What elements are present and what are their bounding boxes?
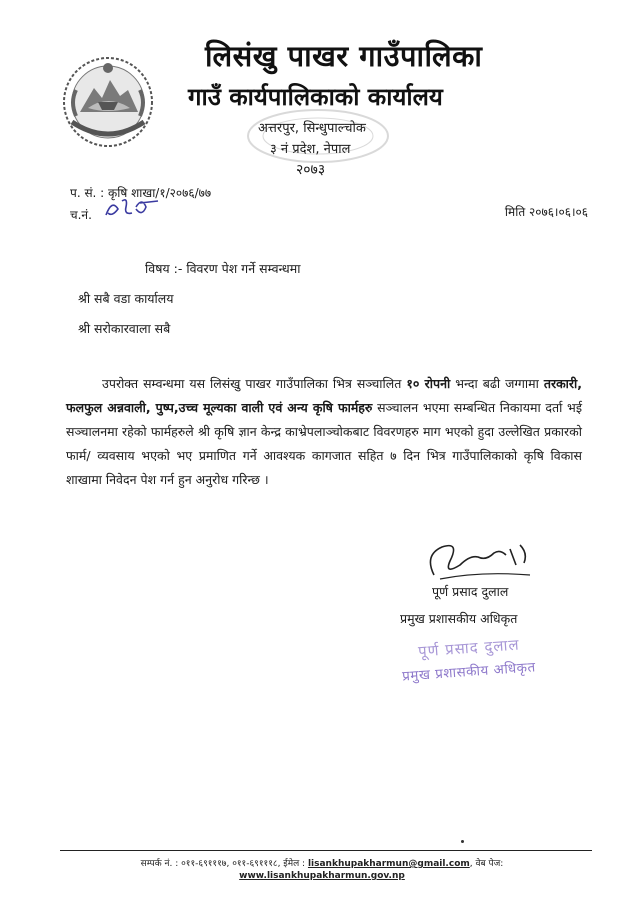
body-bold-crops: तरकारी, फलफुल अन्नवाली, पुष्प,उच्च मूल्यका वाली एवं अन्य कृषि फार्महरु: [66, 376, 583, 415]
body-part-2: भन्दा बढी जग्गामा: [450, 376, 544, 391]
nepal-emblem-icon: [58, 50, 158, 150]
letter-body: [66, 372, 582, 492]
letter-reference-number: प. सं. : कृषि शाखा/१/२०७६/७७: [70, 186, 212, 200]
address-line-1: अत्तरपुर, सिन्धुपाल्चोक: [258, 121, 366, 136]
letter-date: मिति २०७६।०६।०६: [504, 205, 588, 219]
body-bold-area: १० रोपनी: [406, 376, 451, 391]
signer-title: प्रमुख प्रशासकीय अधिकृत: [400, 611, 518, 626]
handwritten-dispatch-number: [102, 195, 162, 225]
faint-office-seal: [238, 106, 398, 166]
body-part-1: उपरोक्त सम्वन्धमा यस लिसंखु पाखर गाउँपालिका भित्र सञ्चालित: [102, 376, 407, 391]
address-line-2: ३ नं प्रदेश, नेपाल: [270, 142, 351, 157]
stamp-name: पूर्ण प्रसाद दुलाल: [417, 635, 521, 661]
letter-subject: विषय :- विवरण पेश गर्ने सम्वन्धमा: [145, 261, 301, 276]
footer-email-link[interactable]: lisankhupakharmun@gmail.com: [307, 859, 470, 869]
handwritten-number-icon: [102, 195, 162, 221]
dispatch-number: [70, 206, 92, 223]
recipient-stakeholders: श्री सरोकारवाला सबै: [78, 321, 171, 336]
body-part-3: सञ्चालन भएमा सम्बन्धित निकायमा दर्ता भई सञ्चालनमा रहेको फार्महरुले श्री कृषि ज्ञान केन्द्र काभ्रेपलाञ्चोकबाट विवरणहरु माग भएको हुदा उल्लेखित प्रकारको फार्म/ व्यवसाय भएको भए प्रमाणित गर्ने आवश्यक कागजात सहित ७ दिन भित्र गाउँपालिकाको कृषि विकास शाखामा निवेदन पेश गर्न हुन अनुरोध गरिन्छ ।: [66, 400, 582, 487]
footer-web-label: , वेब पेज:: [469, 859, 504, 869]
scan-dot: [461, 840, 464, 843]
stamp-title: प्रमुख प्रशासकीय अधिकृत: [401, 659, 537, 685]
office-name: गाउँ कार्यपालिकाको कार्यालय: [188, 83, 443, 111]
dispatch-label: च.नं.: [70, 208, 92, 222]
footer-phone: सम्पर्क नं. : ०११-६९१११७, ०११-६९१११८, ईमेल :: [140, 859, 308, 869]
recipient-ward-offices: श्री सबै वडा कार्यालय: [78, 291, 174, 306]
footer-contact: [0, 856, 644, 869]
footer-divider: [60, 850, 592, 851]
handwritten-signature: [420, 535, 540, 585]
org-name: लिसंखु पाखर गाउँपालिका: [205, 39, 483, 73]
footer-website-link[interactable]: www.lisankhupakharmun.gov.np: [239, 871, 405, 881]
established-year: २०७३: [296, 162, 326, 178]
signer-name: पूर्ण प्रसाद दुलाल: [432, 584, 509, 599]
